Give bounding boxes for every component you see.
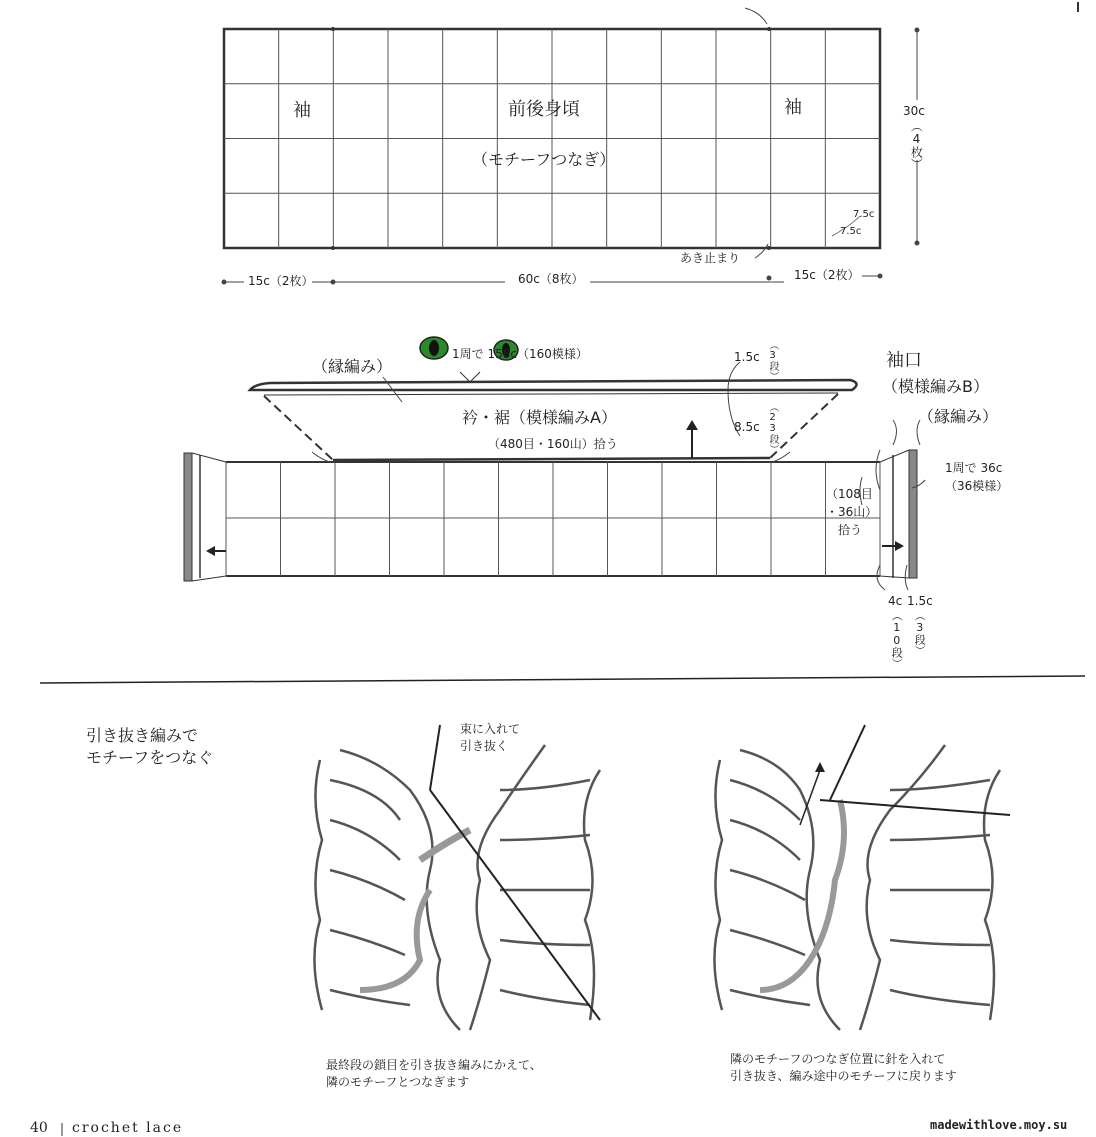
label-circumference: 1周で 158c（160模様） [452,347,588,361]
label-motif-join: （モチーフつなぎ） [472,150,616,169]
dim-motif-height: 7.5c [840,226,862,237]
heading-line-2: モチーフをつなぐ [86,748,214,767]
watermark: madewithlove.moy.su [930,1118,1068,1132]
label-cuff-repeats: （36模様） [945,479,1009,493]
caption-2-line-1: 隣のモチーフのつなぎ位置に針を入れて [730,1052,946,1066]
dim-cuff-a-rows: （10段） [890,610,904,669]
dim-right-width: 15c（2枚） [794,268,860,282]
section-divider [40,676,1085,683]
label-cuff: 袖口 [886,350,922,371]
opening-leader-line [755,244,768,258]
label-cuff-pattern: （模様編みB） [882,377,989,396]
caption-1-line-2: 隣のモチーフとつなぎます [326,1075,470,1089]
caption-1-line-1: 最終段の鎖目を引き抜き編みにかえて、 [326,1058,542,1072]
label-cuff-edge: （縁編み） [918,407,999,426]
left-arrow [206,546,226,556]
label-sleeve-left: 袖 [293,100,311,121]
dim-collar-depth: 8.5c [734,420,760,434]
dim-cuff-b-rows: （3段） [913,610,927,656]
dim-top-edge: 1.5c [734,350,760,364]
label-cuff-pickup-3: 拾う [838,523,863,537]
label-front-back-body: 前後身頃 [508,99,580,120]
illus1-label-2: 引き抜く [460,739,509,753]
dim-left-width: 15c（2枚） [248,274,314,288]
book-title: crochet lace [72,1120,184,1136]
right-cuff [880,450,917,578]
sleeve-grid [226,462,880,576]
body-panel-grid [224,29,880,248]
dim-cuff-a: 4c [888,594,903,608]
dim-motif-width: 7.5c [853,209,875,220]
direction-arrow-up [686,420,698,458]
label-sleeve-right: 袖 [784,97,802,118]
dim-collar-rows: （23段） [767,402,778,454]
label-pickup: （480目・160山）拾う [488,437,618,451]
dim-top-edge-rows: （3段） [767,340,778,381]
dim-height: 30c [903,104,925,118]
top-leader-line [745,8,767,24]
caption-2-line-2: 引き抜き、編み途中のモチーフに戻ります [730,1069,957,1083]
dimension-brackets [312,362,925,590]
dim-center-width: 60c（8枚） [518,272,584,286]
label-cuff-pickup-1: （108目 [826,487,873,501]
join-illustration-1 [314,725,600,1030]
illus1-label-1: 束に入れて [460,722,521,736]
left-cuff [184,453,226,581]
label-cuff-circumference: 1周で 36c [945,461,1003,475]
label-collar-hem: 衿・裾（模様編みA） [462,408,617,427]
dim-height-count: （4枚） [909,120,924,170]
label-cuff-pickup-2: ・36山） [826,505,878,519]
label-edge-knit: （縁編み） [312,357,393,376]
heading-line-1: 引き抜き編みで [86,726,199,745]
join-illustration-2 [714,725,1010,1030]
dim-cuff-b: 1.5c [907,594,933,608]
label-opening-stop: あき止まり [680,251,741,265]
page-number: 40 [30,1120,48,1136]
